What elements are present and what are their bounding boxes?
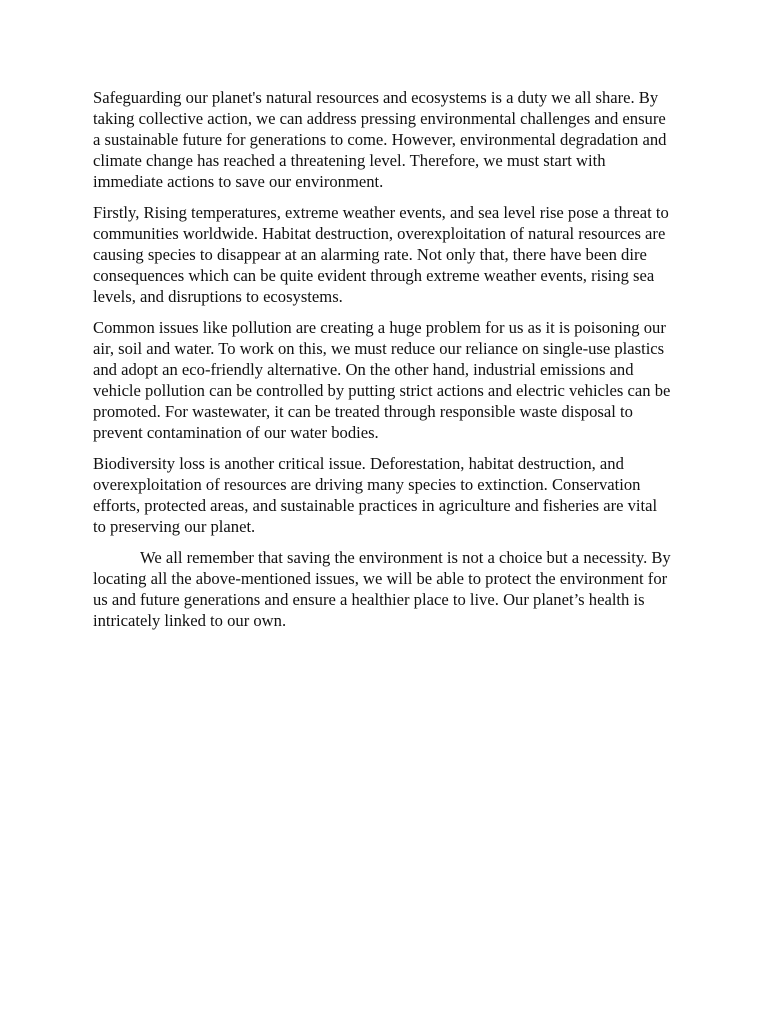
paragraph-biodiversity: Biodiversity loss is another critical issue. Deforestation, habitat destruction, and overexploitation of resources are driving many species to extinction. Conservation efforts, protected areas, and sustainable practices in agriculture and fisheries are vital to preserving our planet.	[93, 454, 658, 536]
paragraph-climate: Firstly, Rising temperatures, extreme weather events, and sea level rise pose a threat to communities worldwide. Habitat destruction, overexploitation of natural resources are causing species to disappear at an alarming rate. Not only that, there have been dire consequences which can be quite evident through extreme weather events, rising sea levels, and disruptions to ecosystems.	[93, 203, 669, 306]
document-body	[93, 87, 673, 641]
paragraph-pollution: Common issues like pollution are creating a huge problem for us as it is poisoning our air, soil and water. To work on this, we must reduce our reliance on single-use plastics and adopt an eco-friendly alternative. On the other hand, industrial emissions and vehicle pollution can be controlled by putting strict actions and electric vehicles can be promoted. For wastewater, it can be treated through responsible waste disposal to prevent contamination of our water bodies.	[93, 318, 671, 442]
paragraph-conclusion: We all remember that saving the environment is not a choice but a necessity. By locating all the above-mentioned issues, we will be able to protect the environment for us and future generations and ensure a healthier place to live. Our planet’s health is intricately linked to our own.	[93, 548, 671, 630]
paragraph-intro: Safeguarding our planet's natural resources and ecosystems is a duty we all share. By taking collective action, we can address pressing environmental challenges and ensure a sustainable future for generations to come. However, environmental degradation and climate change has reached a threatening level. Therefore, we must start with immediate actions to save our environment.	[93, 88, 667, 191]
